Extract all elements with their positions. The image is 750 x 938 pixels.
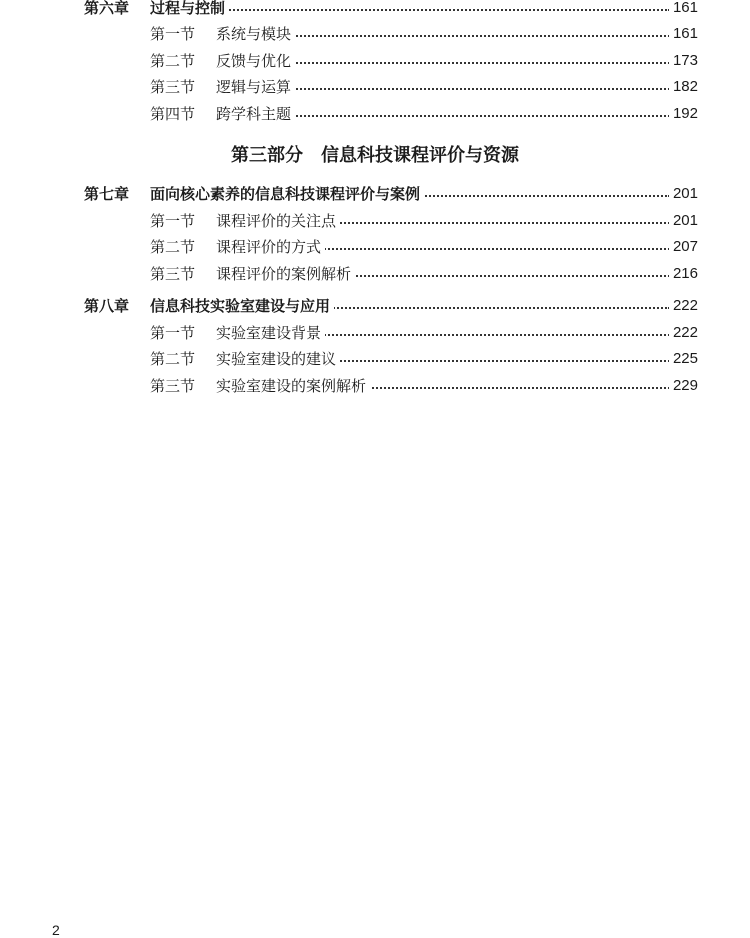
toc-section-row[interactable] bbox=[0, 322, 750, 344]
section-label: 第三节 bbox=[150, 377, 196, 395]
page-ref: 182 bbox=[669, 76, 698, 98]
page-ref: 201 bbox=[669, 183, 698, 205]
toc-section-row[interactable] bbox=[0, 348, 750, 370]
toc-section-row[interactable] bbox=[0, 76, 750, 98]
toc-chapter-row[interactable] bbox=[0, 0, 750, 19]
toc-section-row[interactable] bbox=[0, 263, 750, 285]
section-title: 课程评价的关注点 bbox=[216, 210, 340, 232]
section-label: 第二节 bbox=[150, 350, 196, 368]
toc-section-row[interactable] bbox=[0, 103, 750, 125]
page-ref: 216 bbox=[669, 263, 698, 285]
toc-section-row[interactable] bbox=[0, 236, 750, 258]
section-label: 第三节 bbox=[150, 78, 196, 96]
section-label: 第四节 bbox=[150, 105, 196, 123]
section-label: 第三节 bbox=[150, 265, 196, 283]
chapter-title: 信息科技实验室建设与应用 bbox=[150, 295, 334, 317]
page-ref: 173 bbox=[669, 50, 698, 72]
page-ref: 201 bbox=[669, 210, 698, 232]
toc-section-row[interactable] bbox=[0, 375, 750, 397]
section-label: 第二节 bbox=[150, 52, 196, 70]
section-title: 反馈与优化 bbox=[216, 50, 295, 72]
section-title: 实验室建设背景 bbox=[216, 322, 325, 344]
section-title: 实验室建设的案例解析 bbox=[216, 375, 370, 397]
toc-section-row[interactable] bbox=[0, 50, 750, 72]
section-label: 第一节 bbox=[150, 324, 196, 342]
section-title: 课程评价的案例解析 bbox=[216, 263, 355, 285]
toc-section-row[interactable] bbox=[0, 23, 750, 45]
page-ref: 207 bbox=[669, 236, 698, 258]
section-title: 系统与模块 bbox=[216, 23, 295, 45]
section-label: 第一节 bbox=[150, 25, 196, 43]
page-ref: 161 bbox=[669, 0, 698, 19]
section-title: 实验室建设的建议 bbox=[216, 348, 340, 370]
page-ref: 229 bbox=[669, 375, 698, 397]
section-label: 第二节 bbox=[150, 238, 196, 256]
section-title: 跨学科主题 bbox=[216, 103, 295, 125]
toc-chapter-row[interactable] bbox=[0, 295, 750, 317]
page-ref: 161 bbox=[669, 23, 698, 45]
page-ref: 222 bbox=[669, 295, 698, 317]
chapter-label: 第六章 bbox=[84, 0, 130, 17]
page-ref: 225 bbox=[669, 348, 698, 370]
page-number: 2 bbox=[52, 922, 60, 938]
page-ref: 192 bbox=[669, 103, 698, 125]
section-title: 逻辑与运算 bbox=[216, 76, 295, 98]
chapter-title: 面向核心素养的信息科技课程评价与案例 bbox=[150, 183, 424, 205]
chapter-label: 第八章 bbox=[84, 297, 130, 315]
section-label: 第一节 bbox=[150, 212, 196, 230]
part-heading: 第三部分 信息科技课程评价与资源 bbox=[231, 145, 519, 166]
chapter-label: 第七章 bbox=[84, 185, 130, 203]
toc-chapter-row[interactable] bbox=[0, 183, 750, 205]
toc-section-row[interactable] bbox=[0, 210, 750, 232]
page-ref: 222 bbox=[669, 322, 698, 344]
chapter-title: 过程与控制 bbox=[150, 0, 229, 19]
section-title: 课程评价的方式 bbox=[216, 236, 325, 258]
